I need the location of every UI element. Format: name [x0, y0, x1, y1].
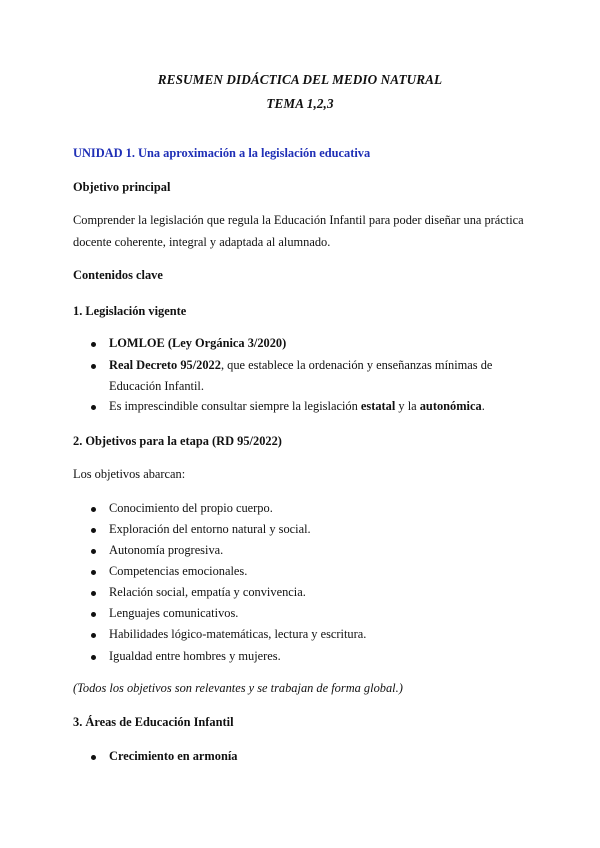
- list-item-text: .: [481, 399, 485, 413]
- list-item: Competencias emocionales.: [109, 564, 248, 578]
- objective-text-line2: docente coherente, integral y adaptada al alumnado.: [73, 235, 331, 249]
- bullet-icon: [91, 364, 96, 369]
- list-item-continuation: Educación Infantil.: [109, 379, 204, 393]
- bullet-icon: [91, 612, 96, 617]
- section2-note: (Todos los objetivos son relevantes y se trabajan de forma global.): [73, 681, 403, 695]
- section3-heading: 3. Áreas de Educación Infantil: [73, 715, 234, 729]
- bullet-icon: [91, 570, 96, 575]
- list-item: Crecimiento en armonía: [109, 749, 238, 763]
- list-item-bold: Real Decreto 95/2022: [109, 358, 221, 372]
- list-item-text: y la: [395, 399, 420, 413]
- bullet-icon: [91, 633, 96, 638]
- list-item: LOMLOE (Ley Orgánica 3/2020): [109, 336, 287, 350]
- list-item: Lenguajes comunicativos.: [109, 606, 239, 620]
- list-item: Habilidades lógico-matemáticas, lectura y escritura.: [109, 627, 367, 641]
- document-subtitle: TEMA 1,2,3: [266, 96, 334, 111]
- objective-heading: Objetivo principal: [73, 180, 171, 194]
- list-item: Autonomía progresiva.: [109, 543, 224, 557]
- bullet-icon: [91, 591, 96, 596]
- list-item: [109, 358, 492, 373]
- section2-heading: 2. Objetivos para la etapa (RD 95/2022): [73, 434, 282, 448]
- list-item: Exploración del entorno natural y social.: [109, 522, 311, 536]
- section2-intro: Los objetivos abarcan:: [73, 467, 186, 481]
- list-item: Relación social, empatía y convivencia.: [109, 585, 306, 599]
- list-item-bold: autonómica: [419, 399, 482, 413]
- bullet-icon: [91, 549, 96, 554]
- list-item: Conocimiento del propio cuerpo.: [109, 501, 273, 515]
- bullet-icon: [91, 507, 96, 512]
- list-item-text: , que establece la ordenación y enseñanzas mínimas de: [220, 358, 493, 372]
- bullet-icon: [91, 528, 96, 533]
- bullet-icon: [91, 405, 96, 410]
- bullet-icon: [91, 755, 96, 760]
- objective-text-line1: Comprender la legislación que regula la Educación Infantil para poder diseñar una práctica: [73, 213, 524, 227]
- list-item-bold: estatal: [360, 399, 396, 413]
- document-title: RESUMEN DIDÁCTICA DEL MEDIO NATURAL: [157, 72, 443, 87]
- bullet-icon: [91, 655, 96, 660]
- unit-heading: UNIDAD 1. Una aproximación a la legislación educativa: [73, 146, 371, 160]
- section1-heading: 1. Legislación vigente: [73, 304, 187, 318]
- key-contents-heading: Contenidos clave: [73, 268, 163, 282]
- list-item: [109, 399, 485, 414]
- list-item-text: Es imprescindible consultar siempre la legislación: [109, 399, 361, 413]
- list-item: Igualdad entre hombres y mujeres.: [109, 649, 281, 663]
- bullet-icon: [91, 342, 96, 347]
